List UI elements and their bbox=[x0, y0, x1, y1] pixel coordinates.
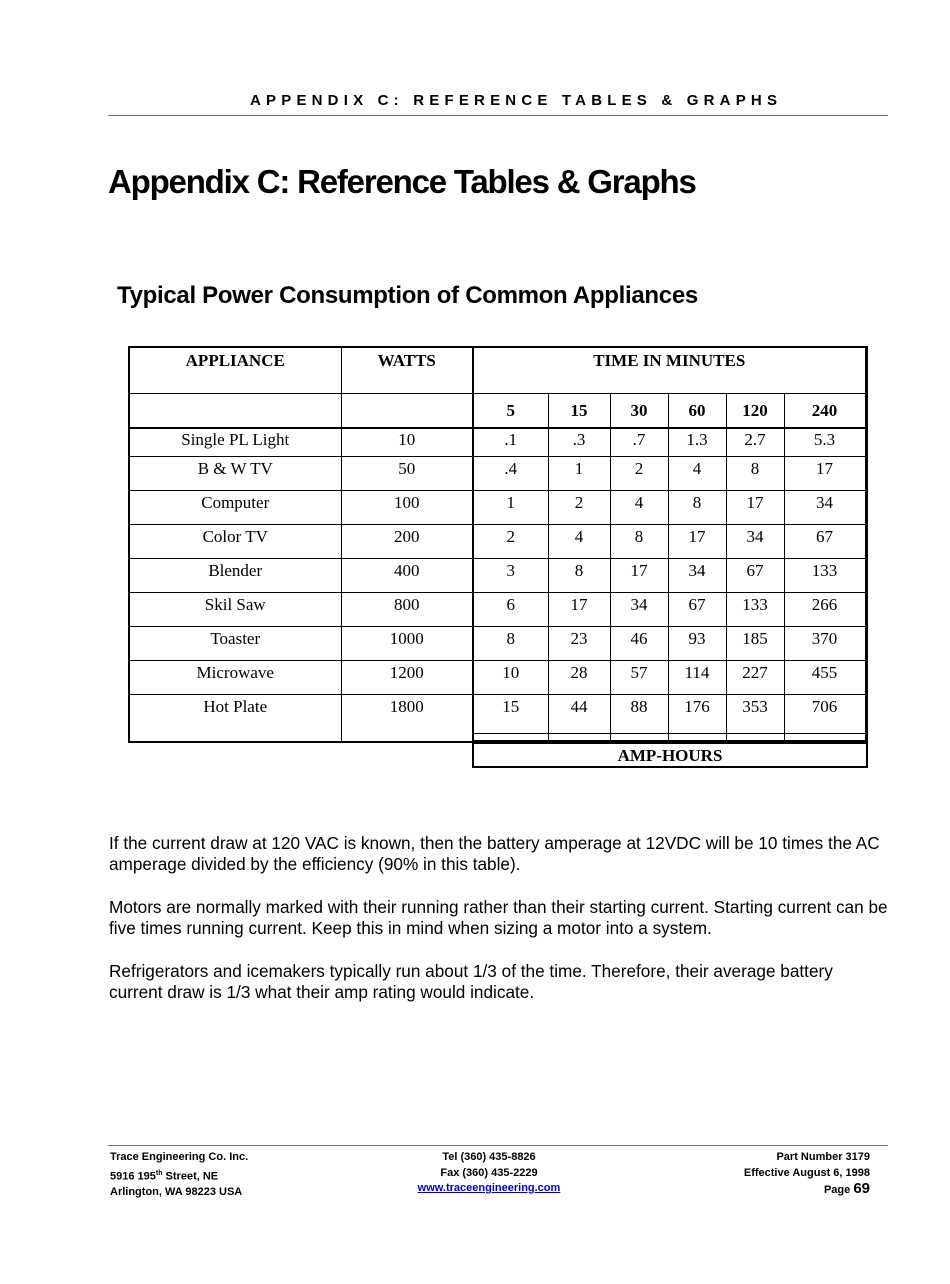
amp-hours-cell: 227 bbox=[726, 661, 784, 695]
minute-header: 240 bbox=[784, 394, 866, 429]
footer-website-link[interactable]: www.traceengineering.com bbox=[417, 1182, 561, 1194]
appliance-name-cell: Microwave bbox=[129, 661, 341, 695]
amp-hours-cell: .3 bbox=[548, 428, 610, 457]
page-title: Appendix C: Reference Tables & Graphs bbox=[108, 163, 696, 200]
amp-hours-cell: 176 bbox=[668, 695, 726, 743]
paragraph-refrigerators: Refrigerators and icemakers typically run about 1/3 of the time. Therefore, their average battery current draw is 1/3 what their amp rating would indicate. bbox=[109, 961, 833, 1002]
amp-hours-cell: 88 bbox=[610, 695, 668, 743]
minute-header: 5 bbox=[473, 394, 548, 429]
amp-hours-cell: .4 bbox=[473, 457, 548, 491]
footer-part-number: Part Number 3179 bbox=[776, 1151, 870, 1163]
footer-document-info bbox=[690, 1150, 870, 1199]
appliance-name-cell: Skil Saw bbox=[129, 593, 341, 627]
minute-header: 60 bbox=[668, 394, 726, 429]
amp-hours-cell: 706 bbox=[784, 695, 866, 743]
amp-hours-cell: 353 bbox=[726, 695, 784, 743]
table-row bbox=[129, 428, 866, 457]
amp-hours-cell: 67 bbox=[668, 593, 726, 627]
amp-hours-cell: 1.3 bbox=[668, 428, 726, 457]
watts-cell: 400 bbox=[341, 559, 473, 593]
amp-hours-cell: 114 bbox=[668, 661, 726, 695]
amp-hours-cell: 2 bbox=[548, 491, 610, 525]
amp-hours-cell: 133 bbox=[784, 559, 866, 593]
amp-hours-cell: 67 bbox=[784, 525, 866, 559]
amp-hours-cell: 6 bbox=[473, 593, 548, 627]
amp-hours-cell: 46 bbox=[610, 627, 668, 661]
table-row bbox=[129, 457, 866, 491]
amp-hours-cell: 4 bbox=[610, 491, 668, 525]
header-rule bbox=[108, 115, 888, 116]
amp-hours-cell: 28 bbox=[548, 661, 610, 695]
appliance-name-cell: Computer bbox=[129, 491, 341, 525]
amp-hours-cell: 15 bbox=[473, 695, 548, 743]
header-watts: WATTS bbox=[341, 347, 473, 394]
amp-hours-cell: 67 bbox=[726, 559, 784, 593]
header-appliance-blank bbox=[129, 394, 341, 429]
watts-cell: 800 bbox=[341, 593, 473, 627]
amp-hours-cell: 185 bbox=[726, 627, 784, 661]
amp-hours-cell: 8 bbox=[610, 525, 668, 559]
amp-hours-cell: 4 bbox=[548, 525, 610, 559]
watts-cell: 100 bbox=[341, 491, 473, 525]
amp-hours-cell: 10 bbox=[473, 661, 548, 695]
amp-hours-cell: 17 bbox=[726, 491, 784, 525]
footer-street: 5916 195th Street, NE bbox=[110, 1169, 219, 1183]
minute-header: 30 bbox=[610, 394, 668, 429]
footer-fax: Fax (360) 435-2229 bbox=[440, 1166, 538, 1179]
table-row bbox=[129, 593, 866, 627]
table-row bbox=[129, 559, 866, 593]
amp-hours-cell: 34 bbox=[726, 525, 784, 559]
footer-rule bbox=[108, 1145, 888, 1146]
amp-hours-cell: 1 bbox=[473, 491, 548, 525]
amp-hours-cell: 266 bbox=[784, 593, 866, 627]
appliance-name-cell: Blender bbox=[129, 559, 341, 593]
amp-hours-cell: .1 bbox=[473, 428, 548, 457]
amp-hours-cell: 34 bbox=[668, 559, 726, 593]
footer-contact bbox=[405, 1150, 573, 1197]
footer-company: Trace Engineering Co. Inc. bbox=[110, 1151, 249, 1163]
table-row bbox=[129, 525, 866, 559]
header-time-in-minutes: TIME IN MINUTES bbox=[473, 347, 866, 394]
watts-cell: 200 bbox=[341, 525, 473, 559]
amp-hours-cell: 1 bbox=[548, 457, 610, 491]
amp-hours-cell: 34 bbox=[784, 491, 866, 525]
amp-hours-cell: 455 bbox=[784, 661, 866, 695]
watts-cell: 50 bbox=[341, 457, 473, 491]
watts-cell: 1200 bbox=[341, 661, 473, 695]
amp-hours-cell: 34 bbox=[610, 593, 668, 627]
footer-tel: Tel (360) 435-8826 bbox=[442, 1151, 536, 1163]
amp-hours-cell: 23 bbox=[548, 627, 610, 661]
amp-hours-cell: 17 bbox=[668, 525, 726, 559]
amp-hours-cell: 2 bbox=[473, 525, 548, 559]
amp-hours-cell: 57 bbox=[610, 661, 668, 695]
amp-hours-cell: 8 bbox=[473, 627, 548, 661]
amp-hours-cell: 17 bbox=[610, 559, 668, 593]
amp-hours-cell: 2.7 bbox=[726, 428, 784, 457]
amp-hours-cell: 5.3 bbox=[784, 428, 866, 457]
appliance-name-cell: Single PL Light bbox=[129, 428, 341, 457]
footer-page: Page 69 bbox=[823, 1180, 870, 1197]
amp-hours-cell: 3 bbox=[473, 559, 548, 593]
header-appliance: APPLIANCE bbox=[129, 347, 341, 394]
appliance-name-cell: B & W TV bbox=[129, 457, 341, 491]
section-title: Typical Power Consumption of Common Appliances bbox=[117, 282, 698, 309]
appliance-name-cell: Color TV bbox=[129, 525, 341, 559]
amp-hours-cell: 17 bbox=[548, 593, 610, 627]
paragraph-current-draw: If the current draw at 120 VAC is known, then the battery amperage at 12VDC will be 10 times the AC amperage divided by the efficiency (90% in this table). bbox=[109, 833, 880, 874]
amp-hours-cell: 93 bbox=[668, 627, 726, 661]
appliance-name-cell: Hot Plate bbox=[129, 695, 341, 743]
page-number: 69 bbox=[853, 1180, 870, 1197]
appliance-name-cell: Toaster bbox=[129, 627, 341, 661]
minute-header: 120 bbox=[726, 394, 784, 429]
running-header: APPENDIX C: REFERENCE TABLES & GRAPHS bbox=[250, 92, 783, 109]
amp-hours-cell: 17 bbox=[784, 457, 866, 491]
amp-hours-cell: 370 bbox=[784, 627, 866, 661]
amp-hours-cell: 4 bbox=[668, 457, 726, 491]
amp-hours-cell: 2 bbox=[610, 457, 668, 491]
amp-hours-cell: 8 bbox=[668, 491, 726, 525]
watts-cell: 1800 bbox=[341, 695, 473, 743]
footer-effective-date: Effective August 6, 1998 bbox=[743, 1166, 870, 1179]
header-watts-blank bbox=[341, 394, 473, 429]
table-row bbox=[129, 491, 866, 525]
amp-hours-cell: 44 bbox=[548, 695, 610, 743]
amp-hours-cell: 8 bbox=[726, 457, 784, 491]
amp-hours-cell: 8 bbox=[548, 559, 610, 593]
watts-cell: 10 bbox=[341, 428, 473, 457]
amp-hours-cell: .7 bbox=[610, 428, 668, 457]
amp-hours-cell: 133 bbox=[726, 593, 784, 627]
amp-hours-label: AMP-HOURS bbox=[472, 733, 868, 768]
power-consumption-table bbox=[128, 346, 868, 744]
table-row bbox=[129, 661, 866, 695]
footer-city: Arlington, WA 98223 USA bbox=[110, 1185, 243, 1198]
table-row bbox=[129, 627, 866, 661]
watts-cell: 1000 bbox=[341, 627, 473, 661]
minute-header: 15 bbox=[548, 394, 610, 429]
footer-address bbox=[110, 1150, 248, 1200]
paragraph-motors: Motors are normally marked with their running rather than their starting current. Starting current can be five times running current. Keep this in mind when sizing a motor into a system. bbox=[109, 897, 888, 938]
